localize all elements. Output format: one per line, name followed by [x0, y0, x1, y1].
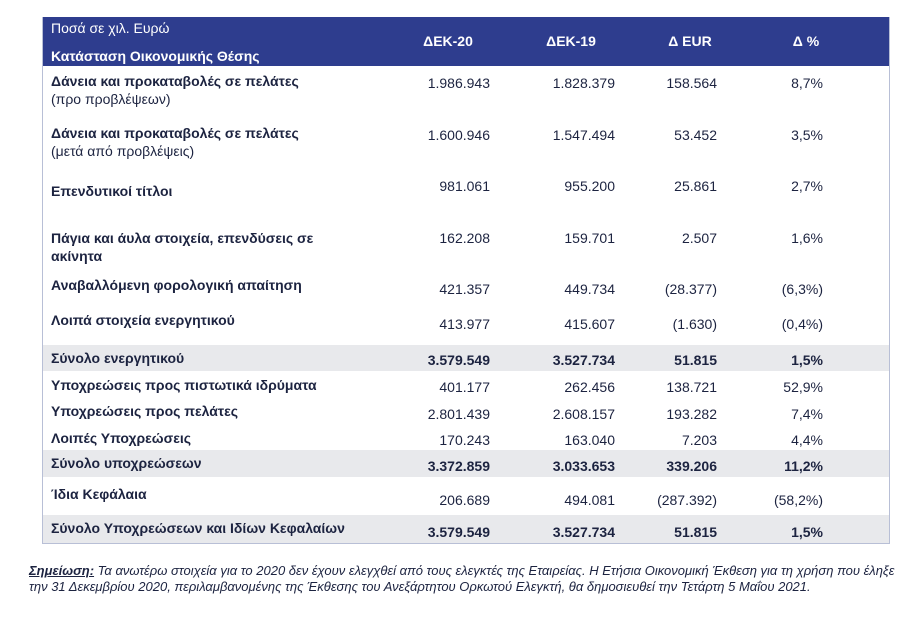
row-label-cont: ακίνητα [51, 248, 103, 264]
cell-dec19: 955.200 [564, 178, 615, 194]
table-row [43, 307, 889, 345]
total-row [43, 450, 889, 477]
row-label: Λοιπές Υποχρεώσεις [51, 430, 192, 446]
cell-delta-pct: 3,5% [791, 127, 823, 143]
cell-delta-pct: 7,4% [791, 406, 823, 422]
cell-delta-eur: 2.507 [681, 230, 717, 246]
row-label: Υποχρεώσεις προς πελάτες [51, 403, 239, 419]
cell-delta-pct: (6,3%) [781, 281, 823, 297]
row-label: Επενδυτικοί τίτλοι [51, 183, 173, 199]
cell-dec20: 1.986.943 [427, 75, 490, 91]
cell-delta-eur: 25.861 [674, 178, 717, 194]
table-row [43, 215, 889, 272]
row-label: Αναβαλλόμενη φορολογική απαίτηση [51, 277, 302, 293]
cell-dec20: 421.357 [439, 281, 490, 297]
col-header-dec19: ΔΕΚ-19 [546, 33, 596, 49]
row-label: Δάνεια και προκαταβολές σε πελάτες [51, 73, 299, 89]
cell-dec19: 1.547.494 [552, 127, 615, 143]
cell-delta-eur: 51.815 [674, 352, 717, 368]
cell-dec20: 401.177 [439, 379, 490, 395]
cell-dec19: 494.081 [564, 492, 615, 508]
cell-dec20: 2.801.439 [427, 406, 490, 422]
cell-delta-eur: 51.815 [674, 524, 717, 540]
cell-delta-pct: (58,2%) [773, 492, 823, 508]
table-row [43, 477, 889, 515]
row-sublabel: (μετά από προβλέψεις) [51, 143, 195, 159]
cell-delta-pct: (0,4%) [781, 316, 823, 332]
cell-dec20: 3.579.549 [427, 352, 490, 368]
cell-dec19: 3.527.734 [552, 524, 615, 540]
unit-label: Ποσά σε χιλ. Ευρώ [51, 20, 170, 36]
total-row [43, 345, 889, 371]
cell-delta-pct: 4,4% [791, 432, 823, 448]
table-header [43, 17, 889, 66]
table-row [43, 169, 889, 215]
table-row [43, 66, 889, 117]
cell-delta-eur: (287.392) [657, 492, 717, 508]
cell-delta-pct: 1,5% [791, 352, 823, 368]
col-header-delta-pct: Δ % [792, 33, 820, 49]
table-row [43, 117, 889, 169]
cell-dec19: 262.456 [564, 379, 615, 395]
cell-dec19: 415.607 [564, 316, 615, 332]
cell-dec20: 1.600.946 [427, 127, 490, 143]
cell-delta-eur: (28.377) [664, 281, 717, 297]
cell-dec20: 3.579.549 [427, 524, 490, 540]
cell-dec19: 1.828.379 [552, 75, 615, 91]
cell-dec19: 2.608.157 [552, 406, 615, 422]
cell-delta-eur: (1.630) [672, 316, 717, 332]
row-label: Υποχρεώσεις προς πιστωτικά ιδρύματα [51, 377, 317, 393]
row-label: Σύνολο υποχρεώσεων [51, 455, 202, 471]
cell-delta-eur: 53.452 [674, 127, 717, 143]
row-label: Πάγια και άυλα στοιχεία, επενδύσεις σε [51, 230, 314, 246]
cell-delta-eur: 7.203 [681, 432, 717, 448]
cell-dec20: 206.689 [439, 492, 490, 508]
row-label: Ίδια Κεφάλαια [51, 486, 147, 502]
cell-delta-pct: 52,9% [783, 379, 823, 395]
table-row [43, 272, 889, 307]
cell-delta-pct: 2,7% [791, 178, 823, 194]
row-label: Σύνολο Υποχρεώσεων και Ιδίων Κεφαλαίων [51, 520, 345, 536]
cell-delta-eur: 138.721 [666, 379, 717, 395]
cell-delta-pct: 8,7% [791, 75, 823, 91]
table-row [43, 425, 889, 450]
cell-dec20: 3.372.859 [427, 458, 490, 474]
footnote [29, 563, 899, 595]
cell-dec19: 3.033.653 [552, 458, 615, 474]
table-title: Κατάσταση Οικονομικής Θέσης [51, 48, 260, 64]
footnote-keyword: Σημείωση: [29, 563, 95, 578]
cell-delta-pct: 1,5% [791, 524, 823, 540]
cell-delta-pct: 11,2% [784, 458, 823, 474]
cell-dec19: 449.734 [564, 281, 615, 297]
row-label: Λοιπά στοιχεία ενεργητικού [51, 312, 235, 328]
col-header-delta-eur: Δ EUR [668, 33, 712, 49]
total-row [43, 515, 889, 543]
row-label: Δάνεια και προκαταβολές σε πελάτες [51, 125, 299, 141]
cell-dec19: 3.527.734 [552, 352, 615, 368]
cell-dec19: 163.040 [564, 432, 615, 448]
row-sublabel: (προ προβλέψεων) [51, 91, 171, 107]
row-label: Σύνολο ενεργητικού [51, 350, 185, 366]
col-header-dec20: ΔΕΚ-20 [423, 33, 473, 49]
cell-delta-pct: 1,6% [791, 230, 823, 246]
cell-delta-eur: 158.564 [666, 75, 717, 91]
cell-dec20: 413.977 [439, 316, 490, 332]
financial-position-table [42, 17, 890, 544]
table-row [43, 371, 889, 398]
footnote-text: Τα ανωτέρω στοιχεία για το 2020 δεν έχουν ελεγχθεί από τους ελεγκτές της Εταιρείας. Η Ετήσια Οικονομική Έκθεση για τη χρήση που έληξε την 31 Δεκεμβρίου 2020, περιλαμβανομένης της Έκθεσης του Ανεξάρτητου Ορκωτού Ελεγκτή, θα δημοσιευθεί την Τετάρτη 5 Μαΐου 2021. [29, 563, 895, 594]
cell-dec20: 162.208 [439, 230, 490, 246]
table-row [43, 398, 889, 425]
cell-delta-eur: 339.206 [666, 458, 717, 474]
cell-dec20: 170.243 [439, 432, 490, 448]
cell-dec20: 981.061 [439, 178, 490, 194]
cell-delta-eur: 193.282 [666, 406, 717, 422]
cell-dec19: 159.701 [564, 230, 615, 246]
